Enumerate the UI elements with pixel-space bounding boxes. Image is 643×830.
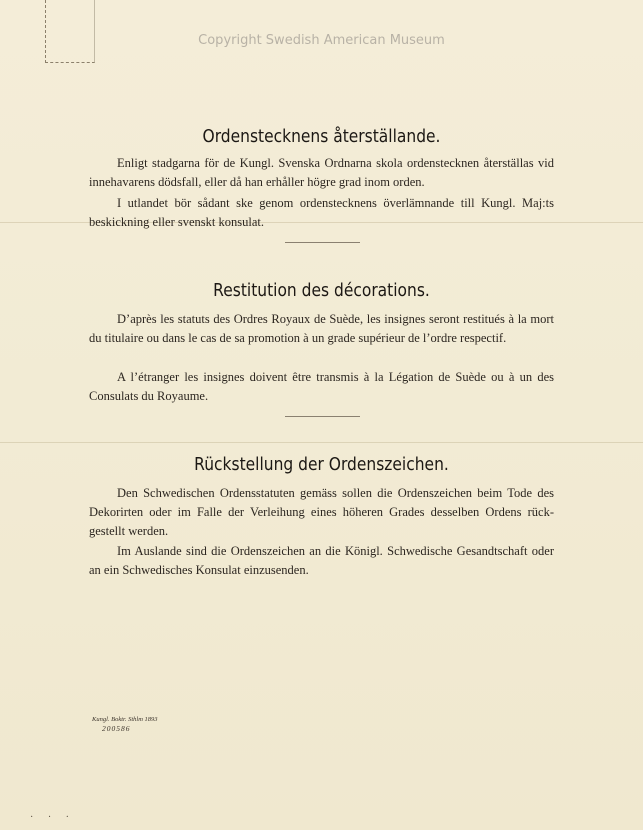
fold-line	[0, 442, 643, 443]
print-number: 200586	[102, 724, 131, 733]
paragraph: D’après les statuts des Ordres Royaux de Suède, les insignes seront restitués à la mort du titulaire ou dans le cas de sa promotion à un grade supérieur de l’ordre respectif.	[89, 312, 554, 345]
corner-marks: · · ·	[30, 812, 75, 823]
section-divider	[285, 416, 360, 417]
corner-tab-mark	[45, 0, 95, 63]
paragraph: Im Auslande sind die Ordenszeichen an die Königl. Schwedische Gesandtschaft oder an ein Schwedisches Konsulat einzusenden.	[89, 544, 554, 577]
heading-swedish: Ordenstecknens återställande.	[202, 126, 441, 147]
heading-french: Restitution des décorations.	[213, 280, 430, 301]
heading-german: Rückstellung der Ordenszeichen.	[194, 454, 449, 475]
paragraph: Enligt stadgarna för de Kungl. Svenska Ordnarna skola ordenstecknen återställas vid innehavarens dödsfall, eller då han erhåller högre grad inom orden.	[89, 156, 554, 189]
printer-line: Kungl. Boktr. Sthlm 1893	[92, 716, 158, 723]
watermark: Copyright Swedish American Museum	[198, 33, 445, 48]
paragraph: A l’étranger les insignes doivent être transmis à la Légation de Suède ou à un des Consulats du Royaume.	[89, 370, 554, 403]
paragraph: Den Schwedischen Ordensstatuten gemäss sollen die Ordenszeichen beim Tode des Dekorirten oder im Falle der Verleihung eines höheren Grades desselben Ordens rück-gestellt werden.	[89, 486, 554, 538]
paragraph: I utlandet bör sådant ske genom ordenstecknens överlämnande till Kungl. Maj:ts beskickning eller svenskt konsulat.	[89, 196, 554, 229]
printer-imprint	[92, 715, 158, 733]
section-divider	[285, 242, 360, 243]
